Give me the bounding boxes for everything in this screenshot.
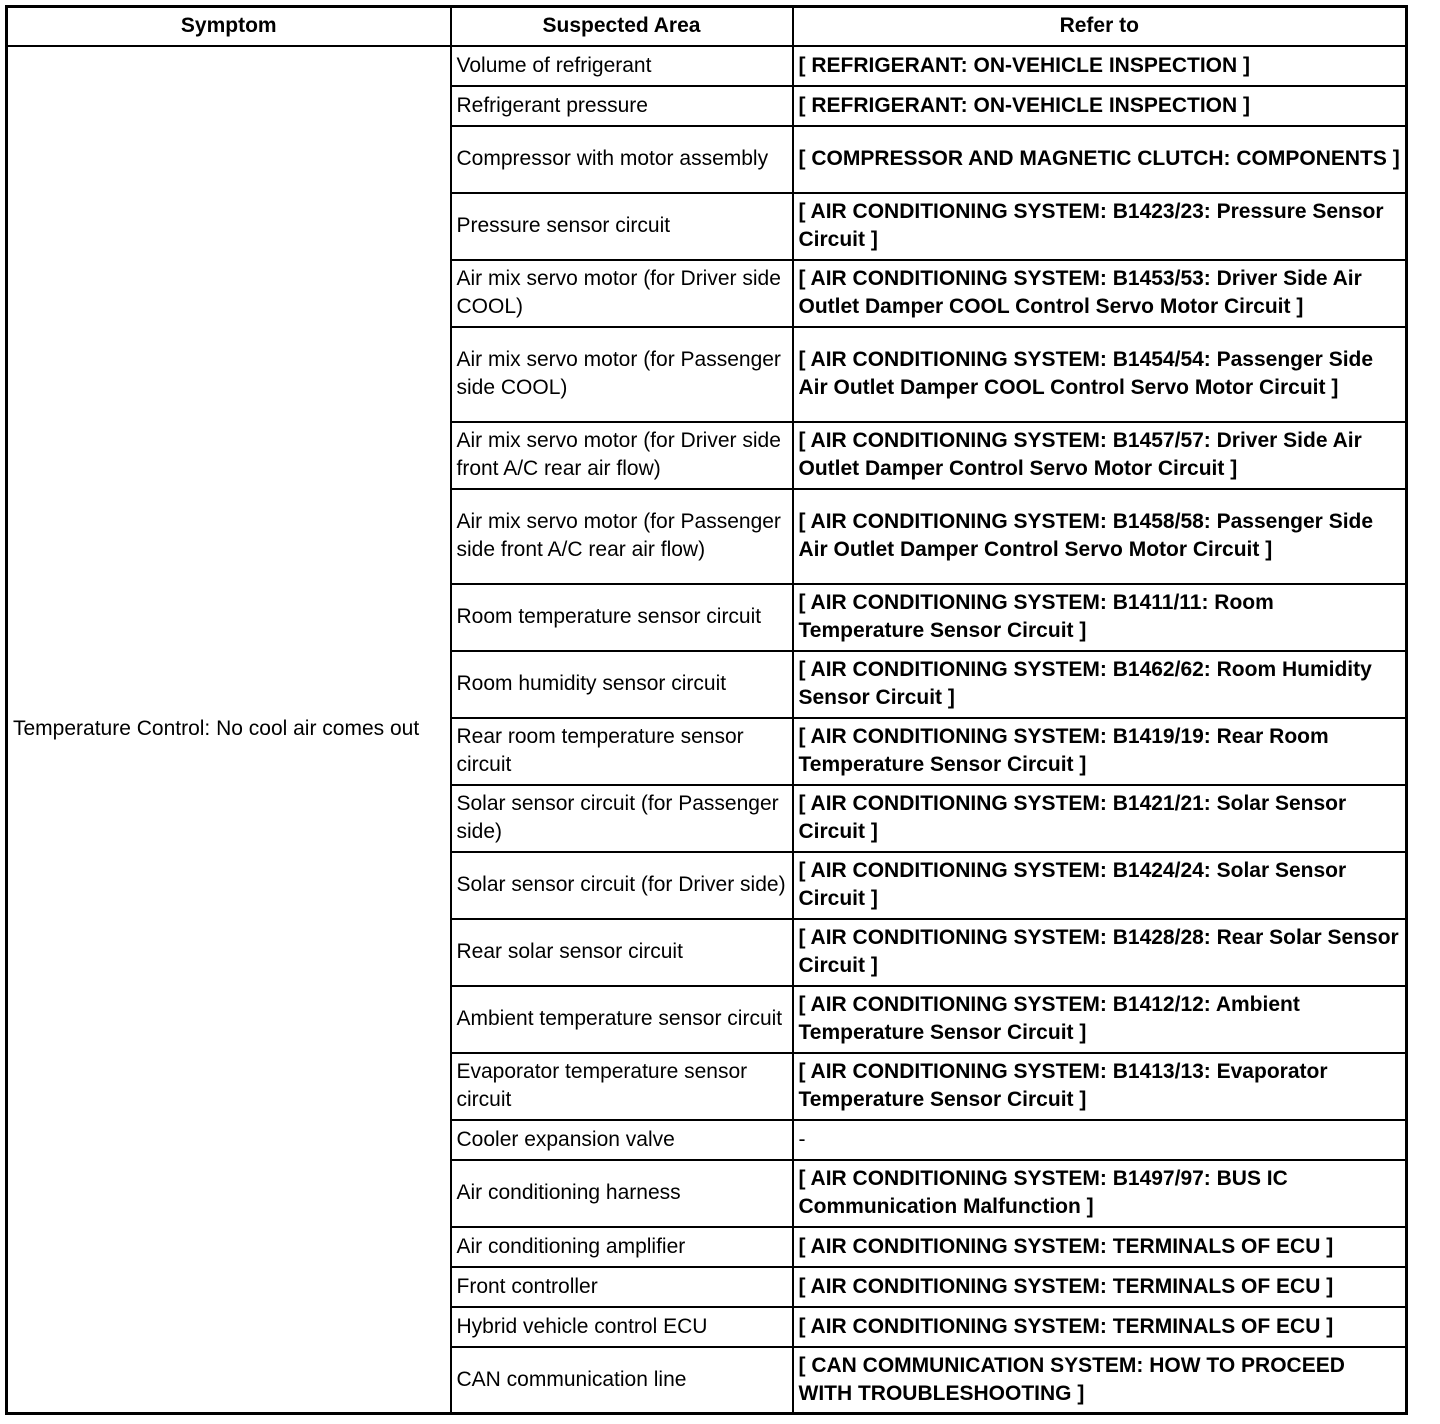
- refer-to-link[interactable]: [ AIR CONDITIONING SYSTEM: B1419/19: Rear Room Temperature Sensor Circuit ]: [793, 718, 1407, 785]
- refer-to-link[interactable]: [ AIR CONDITIONING SYSTEM: B1413/13: Evaporator Temperature Sensor Circuit ]: [793, 1053, 1407, 1120]
- suspected-area-cell: Air mix servo motor (for Driver side front A/C rear air flow): [451, 422, 793, 489]
- refer-to-text: -: [793, 1120, 1407, 1160]
- refer-to-link[interactable]: [ AIR CONDITIONING SYSTEM: B1457/57: Driver Side Air Outlet Damper Control Servo Motor Circuit ]: [793, 422, 1407, 489]
- header-suspected-area: Suspected Area: [451, 7, 793, 46]
- refer-to-link[interactable]: [ AIR CONDITIONING SYSTEM: B1454/54: Passenger Side Air Outlet Damper COOL Control Servo Motor Circuit ]: [793, 327, 1407, 422]
- suspected-area-cell: Solar sensor circuit (for Passenger side): [451, 785, 793, 852]
- refer-to-link[interactable]: [ AIR CONDITIONING SYSTEM: TERMINALS OF ECU ]: [793, 1267, 1407, 1307]
- suspected-area-cell: Room humidity sensor circuit: [451, 651, 793, 718]
- refer-to-link[interactable]: [ REFRIGERANT: ON-VEHICLE INSPECTION ]: [793, 86, 1407, 126]
- suspected-area-cell: Air conditioning harness: [451, 1160, 793, 1227]
- refer-to-link[interactable]: [ AIR CONDITIONING SYSTEM: B1458/58: Passenger Side Air Outlet Damper Control Servo Motor Circuit ]: [793, 489, 1407, 584]
- refer-to-link[interactable]: [ AIR CONDITIONING SYSTEM: B1411/11: Room Temperature Sensor Circuit ]: [793, 584, 1407, 651]
- refer-to-link[interactable]: [ REFRIGERANT: ON-VEHICLE INSPECTION ]: [793, 46, 1407, 86]
- refer-to-link[interactable]: [ AIR CONDITIONING SYSTEM: B1412/12: Ambient Temperature Sensor Circuit ]: [793, 986, 1407, 1053]
- suspected-area-cell: Air conditioning amplifier: [451, 1227, 793, 1267]
- refer-to-link[interactable]: [ AIR CONDITIONING SYSTEM: B1453/53: Driver Side Air Outlet Damper COOL Control Servo Motor Circuit ]: [793, 260, 1407, 327]
- suspected-area-cell: Evaporator temperature sensor circuit: [451, 1053, 793, 1120]
- suspected-area-cell: CAN communication line: [451, 1347, 793, 1414]
- refer-to-link[interactable]: [ AIR CONDITIONING SYSTEM: B1423/23: Pressure Sensor Circuit ]: [793, 193, 1407, 260]
- suspected-area-cell: Air mix servo motor (for Passenger side COOL): [451, 327, 793, 422]
- refer-to-link[interactable]: [ AIR CONDITIONING SYSTEM: B1428/28: Rear Solar Sensor Circuit ]: [793, 919, 1407, 986]
- suspected-area-cell: Rear room temperature sensor circuit: [451, 718, 793, 785]
- suspected-area-cell: Front controller: [451, 1267, 793, 1307]
- suspected-area-cell: Ambient temperature sensor circuit: [451, 986, 793, 1053]
- suspected-area-cell: Rear solar sensor circuit: [451, 919, 793, 986]
- refer-to-link[interactable]: [ AIR CONDITIONING SYSTEM: TERMINALS OF ECU ]: [793, 1227, 1407, 1267]
- refer-to-link[interactable]: [ AIR CONDITIONING SYSTEM: B1424/24: Solar Sensor Circuit ]: [793, 852, 1407, 919]
- refer-to-link[interactable]: [ AIR CONDITIONING SYSTEM: B1421/21: Solar Sensor Circuit ]: [793, 785, 1407, 852]
- suspected-area-cell: Volume of refrigerant: [451, 46, 793, 86]
- suspected-area-cell: Room temperature sensor circuit: [451, 584, 793, 651]
- header-symptom: Symptom: [7, 7, 451, 46]
- suspected-area-cell: Air mix servo motor (for Driver side COOL): [451, 260, 793, 327]
- suspected-area-cell: Refrigerant pressure: [451, 86, 793, 126]
- header-row: [7, 7, 1407, 46]
- header-refer-to: Refer to: [793, 7, 1407, 46]
- suspected-area-cell: Solar sensor circuit (for Driver side): [451, 852, 793, 919]
- refer-to-link[interactable]: [ AIR CONDITIONING SYSTEM: B1462/62: Room Humidity Sensor Circuit ]: [793, 651, 1407, 718]
- refer-to-link[interactable]: [ CAN COMMUNICATION SYSTEM: HOW TO PROCEED WITH TROUBLESHOOTING ]: [793, 1347, 1407, 1414]
- troubleshooting-table: [5, 5, 1408, 1415]
- symptom-cell: Temperature Control: No cool air comes out: [7, 46, 451, 1414]
- suspected-area-cell: Hybrid vehicle control ECU: [451, 1307, 793, 1347]
- suspected-area-cell: Cooler expansion valve: [451, 1120, 793, 1160]
- refer-to-link[interactable]: [ AIR CONDITIONING SYSTEM: TERMINALS OF ECU ]: [793, 1307, 1407, 1347]
- suspected-area-cell: Compressor with motor assembly: [451, 126, 793, 193]
- suspected-area-cell: Pressure sensor circuit: [451, 193, 793, 260]
- refer-to-link[interactable]: [ AIR CONDITIONING SYSTEM: B1497/97: BUS IC Communication Malfunction ]: [793, 1160, 1407, 1227]
- table-row: [7, 46, 1407, 86]
- refer-to-link[interactable]: [ COMPRESSOR AND MAGNETIC CLUTCH: COMPONENTS ]: [793, 126, 1407, 193]
- suspected-area-cell: Air mix servo motor (for Passenger side front A/C rear air flow): [451, 489, 793, 584]
